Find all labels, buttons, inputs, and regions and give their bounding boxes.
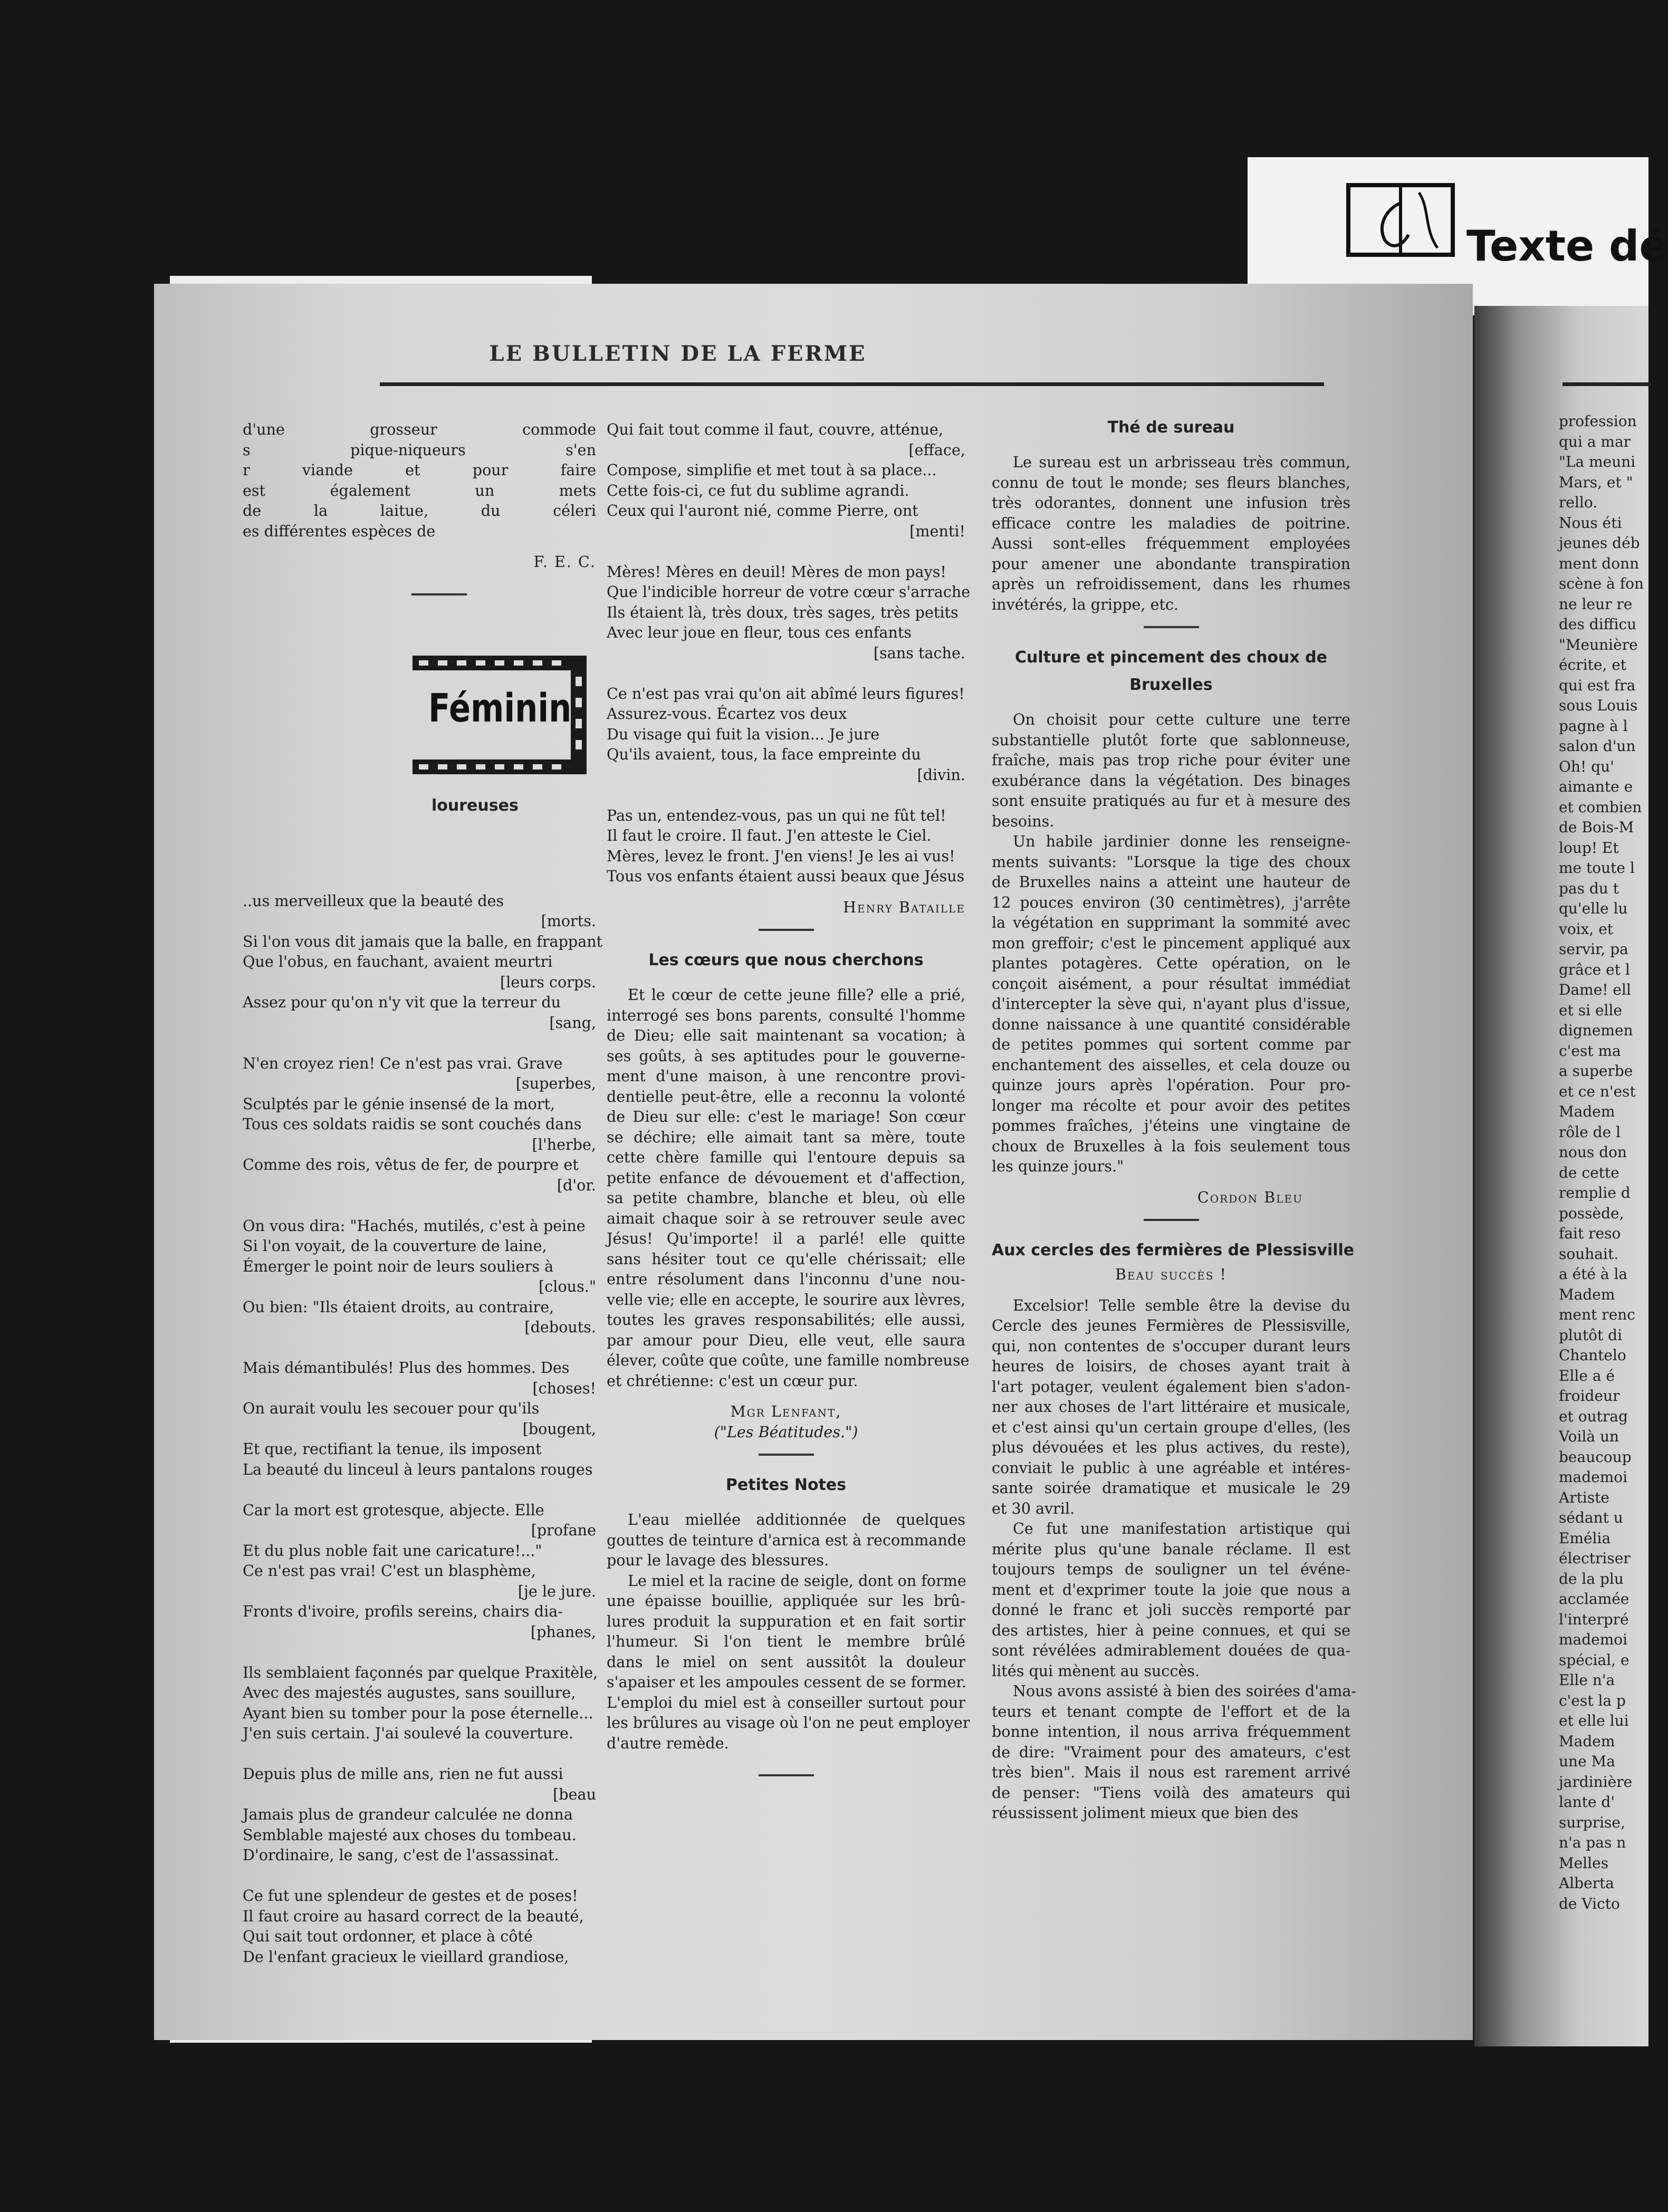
poem-line: Si l'on vous dit jamais que la balle, en frappant xyxy=(243,932,603,950)
poem-line: Du visage qui fuit la vision... Je jure xyxy=(607,725,880,743)
article-line: et chrétienne: c'est un cœur pur. xyxy=(607,1371,858,1390)
poem-line: [bougent, xyxy=(522,1419,596,1438)
poem-line: Il faut croire au hasard correct de la beauté, xyxy=(243,1907,584,1925)
facing-page-line: "Meunière xyxy=(1559,636,1638,653)
article-line: par amour pour Dieu, elle veut, elle saura xyxy=(607,1331,965,1349)
facing-page-line: Nous éti xyxy=(1559,514,1622,532)
article-line: exubérance dans la végétation. Des binages xyxy=(992,771,1350,790)
article-line: fraîche, mais pas trop riche pour éviter une xyxy=(992,751,1350,769)
article-line: Le miel et la racine de seigle, dont on forme xyxy=(628,1571,966,1590)
facing-page-line: Mars, et " xyxy=(1559,473,1633,491)
article-line: donne naissance à une quantité considérable xyxy=(992,1015,1350,1033)
article-title-choux: Culture et pincement des choux de xyxy=(1015,648,1327,667)
article-line: bonne intention, il nous arriva fréquemment xyxy=(992,1723,1350,1740)
article-title-coeurs: Les cœurs que nous cherchons xyxy=(648,951,924,969)
signature-fec: F. E. C. xyxy=(533,553,596,571)
stanza-break xyxy=(243,1642,596,1662)
article-line: et c'est ainsi qu'un certain groupe d'elles, (les xyxy=(992,1418,1350,1436)
facing-page-line: mademoi xyxy=(1559,1631,1628,1648)
article-line: mon greffoir; c'est le pincement appliqué aux xyxy=(992,934,1350,952)
poem-line: [debouts. xyxy=(524,1318,596,1336)
poem-line: [beau xyxy=(553,1785,596,1803)
divider xyxy=(759,1774,814,1776)
article-line: des artistes, hier à peine connues, et qui se xyxy=(992,1621,1350,1639)
poem-line: Mères! Mères en deuil! Mères de mon pays! xyxy=(607,562,946,581)
divider xyxy=(759,1454,814,1456)
poem-line: Et que, rectifiant la tenue, ils imposent xyxy=(243,1440,542,1458)
facing-page-line: "La meuni xyxy=(1559,453,1636,470)
poem-line: Qui sait tout ordonner, et place à côté xyxy=(243,1927,533,1945)
article-line: entre résolument dans l'inconnu d'une nou- xyxy=(607,1270,965,1288)
article-line: l'art potager, veulent également bien s'adon- xyxy=(992,1377,1350,1396)
facing-page-line: c'est la p xyxy=(1559,1691,1626,1709)
poem-middle xyxy=(607,419,971,887)
facing-page-line: l'interpré xyxy=(1559,1610,1629,1628)
facing-page-line: a superbe xyxy=(1559,1062,1633,1080)
source-beatitudes: ("Les Béatitudes.") xyxy=(714,1422,858,1441)
poem-line: N'en croyez rien! Ce n'est pas vrai. Grave xyxy=(243,1054,563,1072)
facing-page-line: une Ma xyxy=(1559,1753,1615,1770)
poem-line: Ce n'est pas vrai qu'on ait abîmé leurs figures! xyxy=(607,684,965,703)
article-line: Ce fut une manifestation artistique qui xyxy=(1013,1519,1350,1537)
facing-page-line: me toute l xyxy=(1559,859,1635,877)
poem-line: De l'enfant gracieux le vieillard grandiose, xyxy=(243,1947,569,1966)
article-line: de penser: "Tiens voilà des amateurs qui xyxy=(992,1783,1350,1802)
poem-line: [phanes, xyxy=(530,1622,596,1641)
article-line: enchantement des aisselles, et cela douze ou xyxy=(992,1055,1350,1074)
poem-line: [leurs corps. xyxy=(500,973,596,991)
facing-page-line: des difficu xyxy=(1559,615,1637,633)
facing-page-line: fait reso xyxy=(1559,1225,1621,1242)
facing-page-line: écrite, et xyxy=(1559,656,1627,674)
poem-line: Car la mort est grotesque, abjecte. Elle xyxy=(243,1501,544,1519)
poem-line: [l'herbe, xyxy=(532,1135,596,1153)
facing-page-line: beaucoup xyxy=(1559,1448,1632,1466)
facing-header-rule xyxy=(1562,382,1652,386)
article-line: toujours temps de souligner un tel événe- xyxy=(992,1560,1350,1578)
facing-page-line: salon d'un xyxy=(1559,737,1636,755)
article-line: les quinze jours." xyxy=(992,1157,1124,1175)
facing-page-line: scène à fon xyxy=(1559,575,1644,592)
poem-line: Ils semblaient façonnés par quelque Praxitèle, xyxy=(243,1663,598,1681)
article-title-choux-line2: Bruxelles xyxy=(1129,676,1213,694)
facing-page-line: de la plu xyxy=(1559,1570,1624,1588)
poem-line: Ce n'est pas vrai! C'est un blasphème, xyxy=(243,1562,536,1580)
article-line: s'apaiser et les ampoules cessent de se former. xyxy=(607,1673,967,1691)
facing-page-line: ment renc xyxy=(1559,1306,1635,1323)
stanza-break xyxy=(243,1744,596,1764)
poem-left xyxy=(243,891,603,1967)
article-line: es différentes espèces de xyxy=(243,522,436,540)
article-line: conçoit aisément, a pour résultat immédiat xyxy=(992,974,1350,993)
facing-page-line: profession xyxy=(1559,412,1637,430)
poem-line: Tous vos enfants étaient aussi beaux que Jésus xyxy=(607,867,965,885)
poem-line: J'en suis certain. J'ai soulevé la couverture. xyxy=(243,1724,574,1742)
facing-page-line: Emélia xyxy=(1559,1529,1611,1547)
facing-page-line: ment donn xyxy=(1559,554,1640,572)
poem-line: Assez pour qu'on n'y vit que la terreur du xyxy=(243,993,561,1011)
column-middle xyxy=(607,419,971,1792)
poem-line: Tous ces soldats raidis se sont couchés dans xyxy=(243,1115,582,1133)
article-line: très bien". Mais il nous est rarement arrivé xyxy=(992,1763,1350,1781)
facing-page-line: lante d' xyxy=(1559,1793,1615,1811)
facing-page-line: aimante e xyxy=(1559,778,1633,795)
article-line: est également un mets xyxy=(243,481,596,499)
article-coeurs-body xyxy=(607,985,970,1391)
article-line: choux de Bruxelles à la fois seulement tous xyxy=(992,1137,1350,1155)
article-line: dentielle peut-être, elle a reconnu la volonté xyxy=(607,1087,965,1105)
facing-page-line: de Bois-M xyxy=(1559,819,1634,836)
article-line: se déchire; elle aimait tant sa mère, toute xyxy=(607,1128,965,1146)
poem-line: Compose, simplifie et met tout à sa place... xyxy=(607,461,937,479)
facing-page-line: Artiste xyxy=(1559,1488,1610,1506)
facing-page-line: possède, xyxy=(1559,1204,1624,1222)
poem-line: [divin. xyxy=(917,765,965,784)
article-line: plus dévouées et les plus actives, du reste), xyxy=(992,1438,1350,1456)
header-rule xyxy=(380,382,1324,386)
article-line: heures de loisirs, de choses ayant trait à xyxy=(992,1357,1350,1375)
article-sureau-body xyxy=(992,452,1350,614)
facing-page-line: rello. xyxy=(1559,494,1598,511)
facing-page-line: voix, et xyxy=(1559,920,1614,938)
facing-page-text xyxy=(1559,411,1648,1914)
article-line: plantes potagères. Cette opération, on le xyxy=(992,954,1350,972)
facing-page-line: remplie d xyxy=(1559,1184,1631,1201)
facing-page-line: plutôt di xyxy=(1559,1326,1623,1344)
facing-page-line: Madem xyxy=(1559,1103,1615,1120)
signature-lenfant: Mgr Lenfant, xyxy=(730,1402,842,1420)
article-petites-notes-body xyxy=(607,1509,970,1753)
stanza-break xyxy=(607,541,965,562)
facing-page-line: souhait. xyxy=(1559,1245,1619,1263)
poem-line: Fronts d'ivoire, profils sereins, chairs dia- xyxy=(243,1602,563,1620)
facing-page-line: nous don xyxy=(1559,1143,1627,1161)
column-right xyxy=(992,414,1357,1823)
article-line: dans le miel on sent aussitôt la douleur xyxy=(607,1652,965,1671)
poem-line: [choses! xyxy=(532,1379,596,1397)
stanza-break xyxy=(243,1338,596,1358)
facing-page-line: et combien xyxy=(1559,798,1642,816)
article-line: sont révélées admirablement douées de qua- xyxy=(992,1641,1350,1659)
article-line: s pique-niqueurs s'en xyxy=(243,440,596,459)
article-line: longer ma récolte et pour avoir des petites xyxy=(992,1096,1350,1114)
poem-line: Ceux qui l'auront nié, comme Pierre, ont xyxy=(607,502,918,520)
article-line: teurs et tenant compte de l'effort et de la xyxy=(992,1702,1350,1720)
article-line: L'eau miellée additionnée de quelques xyxy=(628,1511,965,1528)
article-line: toutes les graves responsabilités; elle aussi, xyxy=(607,1311,965,1329)
facing-page-line: Elle n'a xyxy=(1559,1671,1615,1689)
poem-line: Ils étaient là, très doux, très sages, très petits xyxy=(607,603,958,621)
article-line: interrogé ses bons parents, consulté l'homme xyxy=(607,1006,965,1024)
article-line: réussissent joliment mieux que bien des xyxy=(992,1804,1299,1822)
section-subtitle: loureuses xyxy=(432,796,519,815)
article-line: besoins. xyxy=(992,812,1055,830)
poem-line: Que l'indicible horreur de votre cœur s'arrache xyxy=(607,583,971,601)
facing-page-line: Madem xyxy=(1559,1285,1615,1303)
article-line: ner aux choses de l'art littéraire et musicale, xyxy=(992,1398,1350,1416)
article-line: la végétation en supprimant la sommité avec xyxy=(992,913,1350,931)
poem-line: Il faut le croire. Il faut. J'en atteste le Ciel. xyxy=(607,826,932,844)
poem-line: Assurez-vous. Écartez vos deux xyxy=(607,705,847,723)
facing-page-line: et elle lui xyxy=(1559,1712,1629,1729)
poem-line: Émerger le point noir de leurs souliers à xyxy=(243,1257,554,1275)
article-line: aimait chaque soir à se retrouver seule avec xyxy=(607,1209,965,1227)
poem-line: [d'or. xyxy=(557,1176,596,1194)
facing-page-line: Alberta xyxy=(1559,1874,1614,1892)
article-line: cette chère famille qui l'entoure depuis sa xyxy=(607,1148,965,1166)
poem-line: Sculptés par le génie insensé de la mort, xyxy=(243,1094,555,1113)
facing-page-line: sous Louis xyxy=(1559,697,1638,714)
facing-page-line: froideur xyxy=(1559,1387,1620,1405)
section-title-feminin: Féminin xyxy=(428,686,572,731)
article-line: donné le franc et joli succès remporté par xyxy=(992,1601,1350,1619)
poem-line: Cette fois-ci, ce fut du sublime agrandi. xyxy=(607,481,909,499)
page-header: LE BULLETIN DE LA FERME xyxy=(489,341,867,366)
article-line: pour amener une abondante transpiration xyxy=(992,554,1350,573)
article-line: de dire: "Vraiment pour des amateurs, c'est xyxy=(992,1743,1350,1761)
poem-line: Mères, levez le front. J'en viens! Je les ai vus! xyxy=(607,847,955,865)
article-line: de Bruxelles nains a atteint une hauteur de xyxy=(992,873,1350,891)
facing-page-line: grâce et l xyxy=(1559,960,1630,978)
poem-line: On vous dira: "Hachés, mutilés, c'est à peine xyxy=(243,1216,586,1235)
article-line: sans hésiter tout ce qu'elle chérissait; elle xyxy=(607,1249,965,1268)
facing-page-line: acclamée xyxy=(1559,1590,1629,1608)
poem-line: Si l'on voyait, de la couverture de laine, xyxy=(243,1237,547,1255)
stanza-break xyxy=(607,663,965,684)
article-line: On choisit pour cette culture une terre xyxy=(1013,710,1350,728)
poem-line: Ce fut une splendeur de gestes et de poses! xyxy=(243,1887,578,1905)
article-line: connu de tout le monde; ses fleurs blanches, xyxy=(992,473,1350,492)
poem-line: Qui fait tout comme il faut, couvre, atténue, xyxy=(607,420,944,438)
article-line: Un habile jardinier donne les renseigne- xyxy=(1013,832,1350,850)
article-line: une épaisse bouillie, appliquée sur les brû- xyxy=(607,1592,965,1610)
poem-line: [je le jure. xyxy=(517,1582,596,1600)
facing-page-line: et si elle xyxy=(1559,1001,1622,1019)
divider xyxy=(759,929,814,931)
poem-line: [sans tache. xyxy=(873,643,965,662)
poem-line: [clous." xyxy=(539,1277,596,1295)
facing-page-line: spécial, e xyxy=(1559,1651,1629,1669)
poem-line: Jamais plus de grandeur calculée ne donna xyxy=(243,1805,573,1823)
article-line: de petites pommes qui sortent comme par xyxy=(992,1035,1350,1053)
poem-line: ..us merveilleux que la beauté des xyxy=(243,891,504,910)
article-line: de la laitue, du céleri xyxy=(243,502,596,520)
article-line: Aussi sont-elles fréquemment employées xyxy=(992,534,1350,552)
article-line: sante soirée dramatique et musicale le 29 xyxy=(992,1479,1350,1497)
article-line: très odorantes, donnent une infusion très xyxy=(992,494,1350,512)
article-line: lures produit la suppuration et en fait sortir xyxy=(607,1612,965,1630)
article-line: pour le lavage des blessures. xyxy=(607,1551,829,1569)
facing-page-line: n'a pas n xyxy=(1559,1834,1626,1851)
poem-line: [profane xyxy=(531,1521,596,1539)
facing-page-line: électriser xyxy=(1559,1550,1631,1567)
article-line: d'autre remède. xyxy=(607,1734,729,1752)
stanza-break xyxy=(243,1479,596,1500)
article-line: l'humeur. Si l'on tient le membre brûlé xyxy=(607,1632,965,1650)
facing-page-line: mademoi xyxy=(1559,1468,1628,1486)
article-line: petite enfance de dévouement et d'affection, xyxy=(607,1168,965,1187)
article-title-plessisville: Aux cercles des fermières de Plessisville xyxy=(992,1241,1355,1259)
article-line: invétérés, la grippe, etc. xyxy=(992,595,1179,613)
article-line: de Dieu; elle sait maintenant sa vocation; à xyxy=(607,1026,965,1044)
article-line: mérite plus qu'une banale réclame. Il est xyxy=(992,1540,1350,1558)
article-line: 12 pouces environ (30 centimètres), j'arrête xyxy=(992,893,1350,911)
article-line: ment d'une maison, à une rencontre provi- xyxy=(607,1067,965,1085)
article-choux-body xyxy=(992,709,1350,1177)
facing-page-line: servir, pa xyxy=(1559,940,1628,958)
divider xyxy=(1144,626,1199,628)
article-line: ment et d'exprimer toute la joie que nous a xyxy=(992,1580,1350,1599)
poem-line: D'ordinaire, le sang, c'est de l'assassinat. xyxy=(243,1846,559,1864)
facing-page-line: Madem xyxy=(1559,1732,1615,1750)
article-line: Excelsior! Telle semble être la devise du xyxy=(1013,1296,1350,1314)
poem-line: Ou bien: "Ils étaient droits, au contraire, xyxy=(243,1297,554,1316)
poem-line: Qu'ils avaient, tous, la face empreinte du xyxy=(607,745,921,763)
article-line: Et le cœur de cette jeune fille? elle a prié, xyxy=(628,986,965,1004)
signature-cordon-bleu: Cordon Bleu xyxy=(1197,1188,1303,1206)
card-label: Texte dé xyxy=(1466,222,1668,271)
facing-page-line: pas du t xyxy=(1559,879,1619,897)
facing-page-line: Melles xyxy=(1559,1854,1609,1872)
intro-paragraph xyxy=(243,419,596,541)
poem-line: On aurait voulu les secouer pour qu'ils xyxy=(243,1399,540,1417)
stanza-break xyxy=(607,785,965,805)
article-line: r viande et pour faire xyxy=(243,461,596,479)
facing-page-line: qu'elle lu xyxy=(1559,900,1628,917)
facing-page-line: qui a mar xyxy=(1559,432,1631,450)
poem-line: [superbes, xyxy=(515,1074,596,1092)
poem-line: Et du plus noble fait une caricature!..." xyxy=(243,1541,542,1560)
article-line: conviait le public à une agréable et intéres- xyxy=(992,1458,1350,1477)
article-line: d'une grosseur commode xyxy=(243,420,596,438)
poem-line: [morts. xyxy=(541,912,596,930)
article-line: après un refroidissement, dans les rhumes xyxy=(992,575,1350,593)
poem-line: Depuis plus de mille ans, rien ne fut aussi xyxy=(243,1765,563,1783)
article-line: lités qui mènent au succès. xyxy=(992,1661,1200,1680)
poem-line: Mais démantibulés! Plus des hommes. Des xyxy=(243,1359,570,1377)
article-line: de Dieu sur elle: c'est le mariage! Son cœur xyxy=(607,1108,965,1126)
poem-line: Que l'obus, en fauchant, avaient meurtri xyxy=(243,953,553,970)
facing-page-line: surprise, xyxy=(1559,1813,1625,1831)
article-line: Cercle des jeunes Fermières de Plessisville, xyxy=(992,1316,1350,1334)
article-line: et 30 avril. xyxy=(992,1499,1075,1517)
column-left xyxy=(243,419,603,1967)
stanza-break xyxy=(243,1865,596,1886)
article-line: sont ensuite pratiqués au fur et à mesure des xyxy=(992,792,1350,810)
poem-line: [efface, xyxy=(908,440,965,459)
article-line: les brûlures au visage où l'on ne peut employer xyxy=(607,1714,970,1732)
open-book-icon xyxy=(1345,182,1456,261)
article-line: ses goûts, à ses aptitudes pour le gouverne- xyxy=(607,1046,965,1065)
facing-page-line: a été à la xyxy=(1559,1265,1628,1283)
facing-page-line: et outrag xyxy=(1559,1407,1628,1425)
article-line: efficace contre les maladies de poitrine. xyxy=(992,514,1350,532)
facing-page-line: jardinière xyxy=(1559,1773,1633,1791)
article-line: Jésus! Qu'importe! il a parlé! elle quitte xyxy=(607,1229,965,1247)
facing-page-line: Chantelo xyxy=(1559,1347,1626,1364)
article-line: substantielle plutôt forte que sablonneuse, xyxy=(992,730,1350,749)
facing-page-line: qui est fra xyxy=(1559,676,1636,694)
article-line: gouttes de teinture d'arnica est à recommande xyxy=(607,1531,966,1549)
article-title-petites-notes: Petites Notes xyxy=(725,1476,847,1494)
facing-page-line: rôle de l xyxy=(1559,1123,1621,1141)
article-line: quinze jours après l'opération. Pour pro- xyxy=(992,1076,1350,1094)
facing-page-line: loup! Et xyxy=(1559,839,1619,857)
facing-page-line: Dame! ell xyxy=(1559,981,1631,998)
article-line: qui, non contentes de s'occuper durant leurs xyxy=(992,1336,1350,1355)
article-line: pommes fraîches, j'éteins une vingtaine de xyxy=(992,1117,1350,1134)
poem-line: Avec des majestés augustes, sans souillure, xyxy=(243,1684,576,1701)
article-line: Nous avons assisté à bien des soirées d'ama- xyxy=(1013,1682,1357,1700)
facing-page-line: dignemen xyxy=(1559,1022,1633,1039)
article-line: sa petite chambre, blanche et bleu, où elle xyxy=(607,1189,965,1207)
signature-bataille: Henry Bataille xyxy=(843,898,965,916)
poem-line: [menti! xyxy=(909,522,965,540)
poem-line: Pas un, entendez-vous, pas un qui ne fût tel! xyxy=(607,806,946,824)
article-line: d'intercepter la sève qui, n'ayant plus d'issue, xyxy=(992,995,1350,1013)
facing-page-line: de cette xyxy=(1559,1163,1619,1181)
facing-page-line: Voilà un xyxy=(1559,1428,1619,1445)
poem-line: Semblable majesté aux choses du tombeau. xyxy=(243,1825,577,1844)
stanza-break xyxy=(243,1033,596,1053)
facing-page-line: pagne à l xyxy=(1559,717,1628,735)
divider xyxy=(1144,1219,1199,1221)
facing-page-line: Elle a é xyxy=(1559,1367,1615,1384)
article-subtitle-beau-succes: Beau succès ! xyxy=(1115,1265,1228,1283)
poem-line: Ayant bien su tomber pour la pose éternelle... xyxy=(243,1704,593,1722)
facing-page-line: ne leur re xyxy=(1559,595,1633,613)
poem-line: Avec leur joue en fleur, tous ces enfants xyxy=(607,623,912,641)
stanza-break xyxy=(243,1195,596,1216)
facing-page-line: jeunes déb xyxy=(1559,534,1640,552)
facing-page-line: de Victo xyxy=(1559,1894,1620,1912)
facing-page-line: Oh! qu' xyxy=(1559,757,1614,775)
article-line: L'emploi du miel est à conseiller surtout pour xyxy=(607,1693,965,1711)
poem-line: Comme des rois, vêtus de fer, de pourpre et xyxy=(243,1156,579,1174)
article-line: ments suivants: "Lorsque la tige des choux xyxy=(992,852,1350,871)
article-title-sureau: Thé de sureau xyxy=(1107,418,1235,437)
poem-line: [sang, xyxy=(549,1013,596,1032)
facing-page-line: sédant u xyxy=(1559,1509,1623,1526)
facing-page-line: et ce n'est xyxy=(1559,1082,1636,1100)
article-plessisville-body xyxy=(992,1295,1357,1823)
facing-page-line: c'est ma xyxy=(1559,1042,1621,1060)
article-line: Le sureau est un arbrisseau très commun, xyxy=(1013,453,1350,471)
article-line: élever, coûte que coûte, une famille nombreuse xyxy=(607,1351,970,1369)
article-line: velle vie; elle en accepte, le sourire aux lèvres, xyxy=(607,1290,966,1309)
poem-line: La beauté du linceul à leurs pantalons rouges xyxy=(243,1460,593,1478)
